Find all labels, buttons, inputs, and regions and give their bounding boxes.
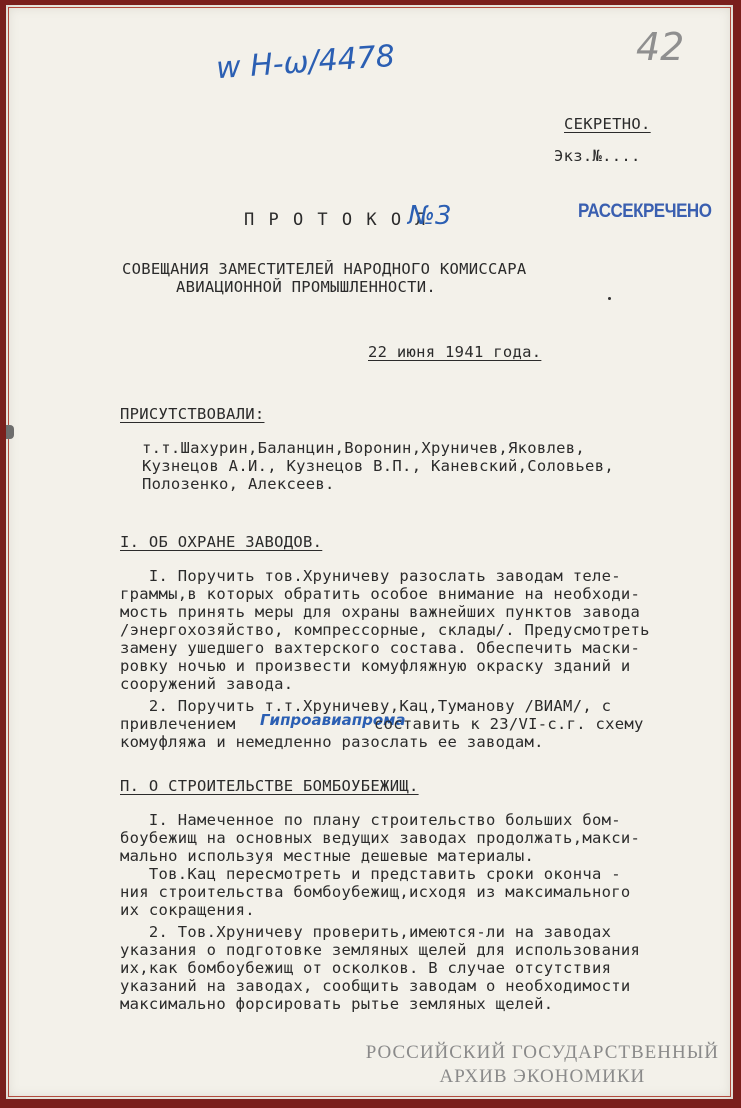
declassified-stamp: РАССЕКРЕЧЕНО [578,199,712,222]
document-page [6,5,733,1099]
watermark-line: АРХИВ ЭКОНОМИКИ [439,1066,646,1087]
text-line: мально используя местные дешевые материалы. [120,847,535,865]
text-line: сооружений завода. [120,675,294,693]
secret-mark: СЕКРЕТНО. [564,115,651,133]
text-line: /энергохозяйство, компрессорные, склады/. Предусмотреть [120,621,650,639]
text-line: мость принять меры для охраны важнейших пунктов завода [120,603,641,621]
protocol-subtitle-line1: СОВЕЩАНИЯ ЗАМЕСТИТЕЛЕЙ НАРОДНОГО КОМИССАРА [122,260,527,278]
section-heading-protection: I. ОБ ОХРАНЕ ЗАВОДОВ. [120,533,323,551]
handwritten-case-number: w H-ω/4478 [214,38,397,87]
text-line: 2. Поручить т.т.Хруничеву,Кац,Туманову /ВИАМ/, с [120,697,612,715]
text-line: их,как бомбоубежищ от осколков. В случае отсутствия [120,959,612,977]
archive-watermark [366,1041,719,1089]
binding-clip [6,425,14,439]
protocol-date: 22 июня 1941 года. [368,343,542,361]
text-line: Тов.Кац пересмотреть и представить сроки оконча - [120,865,621,883]
copy-number: Экз.№.... [554,147,641,165]
attendees-line: Полозенко, Алексеев. [142,475,335,493]
protocol-title: П Р О Т О К О Л [244,210,428,230]
text-line: ния строительства бомбоубежищ,исходя из максимального [120,883,631,901]
text-line: замену ушедшего вахтерского состава. Обеспечить маски- [120,639,641,657]
watermark-line: РОССИЙСКИЙ ГОСУДАРСТВЕННЫЙ [365,1042,719,1063]
ink-dot [608,297,611,300]
text-line: I. Намеченное по плану строительство больших бом- [120,811,621,829]
text-line: указаний на заводах, сообщить заводам о необходимости [120,977,631,995]
text-line: граммы,в которых обратить особое внимание на необходи- [120,585,641,603]
attendees-heading: ПРИСУТСТВОВАЛИ: [120,405,265,423]
handwritten-insert: Гипроавиапрома [260,711,406,729]
text-line: указания о подготовке земляных щелей для использования [120,941,641,959]
text-line: боубежищ на основных ведущих заводах продолжать,макси- [120,829,641,847]
attendees-line: Кузнецов А.И., Кузнецов В.П., Каневский,Соловьев, [142,457,614,475]
page-number: 42 [636,25,685,69]
text-line: привлечением [120,715,236,733]
protocol-subtitle-line2: АВИАЦИОННОЙ ПРОМЫШЛЕННОСТИ. [176,278,437,296]
text-line: комуфляжа и немедленно разослать ее заводам. [120,733,544,751]
text-line: составить к 23/VI-с.г. схему [374,715,644,733]
text-line: ровку ночью и произвести комуфляжную окраску зданий и [120,657,631,675]
text-line: 2. Тов.Хруничеву проверить,имеются-ли на заводах [120,923,612,941]
text-line: их сокращения. [120,901,255,919]
text-line: I. Поручить тов.Хруничеву разослать заводам теле- [120,567,621,585]
section-heading-shelters: П. О СТРОИТЕЛЬСТВЕ БОМБОУБЕЖИЩ. [120,777,419,795]
text-line: максимально форсировать рытье земляных щелей. [120,995,554,1013]
attendees-line: т.т.Шахурин,Баланцин,Воронин,Хруничев,Яковлев, [142,439,586,457]
handwritten-protocol-number: №3 [408,201,452,231]
